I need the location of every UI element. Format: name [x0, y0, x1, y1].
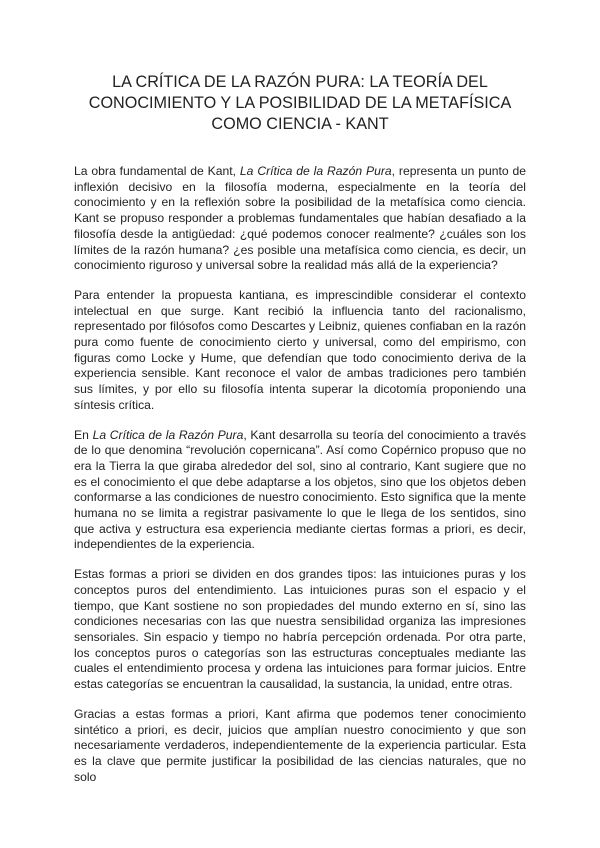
paragraph — [74, 164, 526, 274]
text-run: Estas formas a priori se dividen en dos grandes tipos: las intuiciones puras y los conceptos puros del entendimiento. Las intuiciones puras son el espacio y el tiempo, que Kant sostiene no son propiedades del mundo externo en sí, sino las condiciones necesarias con las que nuestra sensibilidad organiza las impresiones sensoriales. Sin espacio y tiempo no habría percepción ordenada. Por otra parte, los conceptos puros o categorías son las estructuras conceptuales mediante las cuales el entendimiento procesa y ordena las intuiciones para formar juicios. Entre estas categorías se encuentran la causalidad, la sustancia, la unidad, entre otras. — [74, 567, 526, 692]
paragraph — [74, 567, 526, 693]
text-run: , Kant desarrolla su teoría del conocimiento a través de lo que denomina “revolución copernicana”. Así como Copérnico propuso que no era la Tierra la que giraba alrededor del sol, sino al contrario, Kant sugiere que no es el conocimiento el que debe adaptarse a los objetos, sino que los objetos deben conformarse a las condiciones de nuestro conocimiento. Esto significa que la mente humana no se limita a registrar pasivamente lo que le llega de los sentidos, sino que activa y estructura esa experiencia mediante ciertas formas a priori, es decir, independientes de la experiencia. — [74, 427, 527, 552]
text-run: Para entender la propuesta kantiana, es imprescindible considerar el contexto intelectual en que surge. Kant recibió la influencia tanto del racionalismo, representado por filósofos como Descartes y Leibniz, quienes confiaban en la razón pura como fuente de conocimiento cierto y universal, como del empirismo, con figuras como Locke y Hume, que defendían que todo conocimiento deriva de la experiencia sensible. Kant reconoce el valor de ambas tradiciones pero también sus límites, y por ello su filosofía intenta superar la dicotomía proponiendo una síntesis crítica. — [74, 287, 526, 412]
paragraph — [74, 288, 526, 414]
text-run: Gracias a estas formas a priori, Kant afirma que podemos tener conocimiento sintético a priori, es decir, juicios que amplían nuestro conocimiento y que son necesariamente verdaderos, independientemente de la experiencia particular. Esta es la clave que permite justificar la posibilidad de las ciencias naturales, que no solo — [74, 706, 526, 784]
text-run: La obra fundamental de Kant, — [74, 164, 240, 178]
book-title-italic: La Crítica de la Razón Pura — [239, 164, 392, 178]
text-run: En — [74, 427, 93, 442]
paragraph — [74, 428, 526, 554]
document-body — [74, 164, 526, 799]
paragraph — [74, 707, 526, 786]
document-title: LA CRÍTICA DE LA RAZÓN PURA: LA TEORÍA DEL CONOCIMIENTO Y LA POSIBILIDAD DE LA METAFÍSICA COMO CIENCIA - KANT — [88, 73, 512, 133]
book-title-italic: La Crítica de la Razón Pura — [92, 427, 244, 442]
text-run: , representa un punto de inflexión decisivo en la filosofía moderna, especialmente en la teoría del conocimiento y en la reflexión sobre la posibilidad de la metafísica como ciencia. Kant se propuso responder a problemas fundamentales que habían desafiado a la filosofía desde la antigüedad: ¿qué podemos conocer realmente? ¿cuáles son los límites de la razón humana? ¿es posible una metafísica como ciencia, es decir, un conocimiento riguroso y universal sobre la realidad más allá de la experiencia? — [74, 164, 526, 273]
